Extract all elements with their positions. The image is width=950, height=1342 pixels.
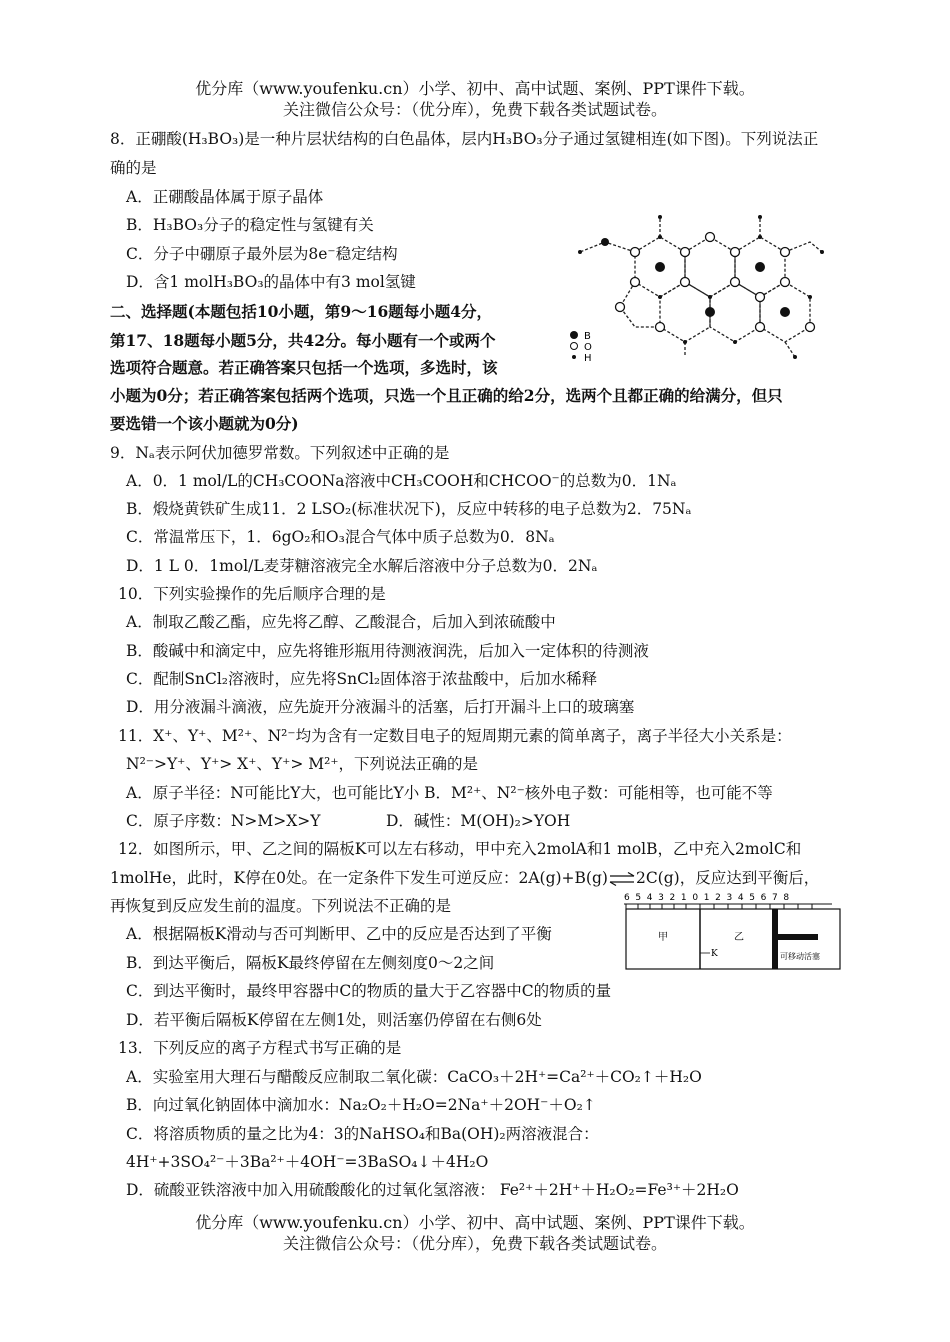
q12-stem-line1: 12．如图所示，甲、乙之间的隔板K可以左右移动，甲中充入2molA和1 molB，乙中充入2molC和 xyxy=(118,840,802,858)
section2-instructions-line1: 二、选择题(本题包括10小题，第9～16题每小题4分， xyxy=(110,302,493,321)
q8-stem-line2: 确的是 xyxy=(110,159,157,177)
chamber-yi-label: 乙 xyxy=(734,932,744,943)
q11-stem-line1: 11．X⁺、Y⁺、M²⁺、N²⁻均为含有一定数目电子的短周期元素的简单离子，离子半径大小关系是： xyxy=(118,727,792,745)
q12-option-b: B．到达平衡后，隔板K最终停留在左侧刻度0～2之间 xyxy=(126,954,495,972)
page-footer-line2: 关注微信公众号：（优分库），免费下载各类试题试卷。 xyxy=(282,1234,667,1253)
scale-numbers: 6 5 4 3 2 1 0 1 2 3 4 5 6 7 8 xyxy=(624,893,791,903)
legend-hydrogen-dot xyxy=(572,355,576,359)
q12-stem-line2 xyxy=(110,868,819,888)
q8-option-a: A．正硼酸晶体属于原子晶体 xyxy=(126,188,324,206)
reversible-arrow-icon xyxy=(609,872,635,886)
piston-rod xyxy=(778,934,818,940)
q12-option-c: C．到达平衡时，最终甲容器中C的物质的量大于乙容器中C的物质的量 xyxy=(126,982,612,1000)
section2-instructions-line3: 选项符合题意。若正确答案只包括一个选项，多选时，该 xyxy=(110,358,498,377)
q8-option-c: C．分子中硼原子最外层为8e⁻稳定结构 xyxy=(126,245,398,263)
q13-option-c-line2: 4H⁺+3SO₄²⁻＋3Ba²⁺＋4OH⁻=3BaSO₄↓＋4H₂O xyxy=(126,1153,489,1171)
q9-option-a: A．0．1 mol/L的CH₃COONa溶液中CH₃COOH和CHCOO⁻的总数为0．1Nₐ xyxy=(126,472,677,490)
q12-stem-line2-pre: 1molHe，此时，K停在0处。在一定条件下发生可逆反应：2A(g)+B(g) xyxy=(110,869,608,887)
boric-acid-structure-figure xyxy=(560,212,835,362)
q10-option-b: B．酸碱中和滴定中，应先将锥形瓶用待测液润洗，后加入一定体积的待测液 xyxy=(126,642,649,660)
q9-option-c: C．常温常压下，1．6gO₂和O₃混合气体中质子总数为0．8Nₐ xyxy=(126,528,555,546)
q10-option-c: C．配制SnCl₂溶液时，应先将SnCl₂固体溶于浓盐酸中，后加水稀释 xyxy=(126,670,598,688)
q10-option-a: A．制取乙酸乙酯，应先将乙醇、乙酸混合，后加入到浓硫酸中 xyxy=(126,613,556,631)
chamber-jia-label: 甲 xyxy=(658,932,668,943)
legend-hydrogen-label: H xyxy=(584,353,592,362)
q10-option-d: D．用分液漏斗滴液，应先旋开分液漏斗的活塞，后打开漏斗上口的玻璃塞 xyxy=(126,698,635,716)
q9-option-b: B．煅烧黄铁矿生成11．2 LSO₂(标准状况下)，反应中转移的电子总数为2．75Nₐ xyxy=(126,500,692,518)
q13-option-a: A．实验室用大理石与醋酸反应制取二氧化碳：CaCO₃＋2H⁺=Ca²⁺＋CO₂↑＋H₂O xyxy=(126,1068,702,1086)
movable-piston-label: 可移动活塞 xyxy=(780,952,820,961)
page-header-line2: 关注微信公众号：（优分库），免费下载各类试题试卷。 xyxy=(282,100,667,119)
q12-option-a: A．根据隔板K滑动与否可判断甲、乙中的反应是否达到了平衡 xyxy=(126,925,552,943)
page-header-line1: 优分库（www.youfenku.cn）小学、初中、高中试题、案例、PPT课件下载。 xyxy=(195,79,755,98)
page-footer-line1: 优分库（www.youfenku.cn）小学、初中、高中试题、案例、PPT课件下载。 xyxy=(195,1213,755,1232)
section2-instructions-line5: 要选错一个该小题就为0分) xyxy=(110,414,299,433)
q13-option-c-line1: C．将溶质物质的量之比为4：3的NaHSO₄和Ba(OH)₂两溶液混合： xyxy=(126,1125,599,1143)
q11-option-d: D．碱性：M(OH)₂>YOH xyxy=(386,812,571,830)
q9-option-d: D．1 L 0．1mol/L麦芽糖溶液完全水解后溶液中分子总数为0．2Nₐ xyxy=(126,557,598,575)
q12-stem-line2-post: 2C(g)，反应达到平衡后， xyxy=(635,869,820,887)
legend-oxygen-dot xyxy=(571,343,578,350)
q9-stem: 9．Nₐ表示阿伏加德罗常数。下列叙述中正确的是 xyxy=(110,444,450,462)
q10-stem: 10．下列实验操作的先后顺序合理的是 xyxy=(118,585,386,603)
q8-option-b: B．H₃BO₃分子的稳定性与氢键有关 xyxy=(126,216,374,234)
q11-option-c: C．原子序数：N>M>X>Y xyxy=(126,812,321,830)
legend-oxygen-label: O xyxy=(584,342,592,353)
section2-instructions-line4: 小题为0分；若正确答案包括两个选项，只选一个且正确的给2分，选两个且都正确的给满分，但只 xyxy=(110,386,783,405)
q11-stem-line2: N²⁻>Y⁺、Y⁺> X⁺、Y⁺> M²⁺，下列说法正确的是 xyxy=(126,755,478,773)
partition-k-label: K xyxy=(711,949,718,959)
legend-boron-dot xyxy=(570,331,578,339)
partition-piston-figure xyxy=(622,890,844,972)
q12-stem-line3: 再恢复到反应发生前的温度。下列说法不正确的是 xyxy=(110,897,452,915)
section2-instructions-line2: 第17、18题每小题5分，共42分。每小题有一个或两个 xyxy=(110,331,496,350)
q8-option-d: D．含1 molH₃BO₃的晶体中有3 mol氢键 xyxy=(126,273,416,291)
q13-option-b: B．向过氧化钠固体中滴加水：Na₂O₂＋H₂O=2Na⁺＋2OH⁻＋O₂↑ xyxy=(126,1096,596,1114)
q8-stem-line1: 8．正硼酸(H₃BO₃)是一种片层状结构的白色晶体，层内H₃BO₃分子通过氢键相连(如下图)。下列说法正 xyxy=(110,130,819,148)
legend-boron-label: B xyxy=(584,331,591,342)
q13-stem: 13．下列反应的离子方程式书写正确的是 xyxy=(118,1039,402,1057)
scale-ticks xyxy=(624,904,832,909)
hydrogen-atoms xyxy=(578,215,824,359)
q11-option-ab: A．原子半径：N可能比Y大，也可能比Y小 B．M²⁺、N²⁻核外电子数：可能相等，也可能不等 xyxy=(126,784,773,802)
movable-piston xyxy=(772,909,778,969)
q12-option-d: D．若平衡后隔板K停留在左侧1处，则活塞仍停留在右侧6处 xyxy=(126,1011,542,1029)
q13-option-d: D．硫酸亚铁溶液中加入用硫酸酸化的过氧化氢溶液： Fe²⁺＋2H⁺＋H₂O₂=Fe³⁺＋2H₂O xyxy=(126,1181,739,1199)
atom-legend xyxy=(570,331,592,362)
